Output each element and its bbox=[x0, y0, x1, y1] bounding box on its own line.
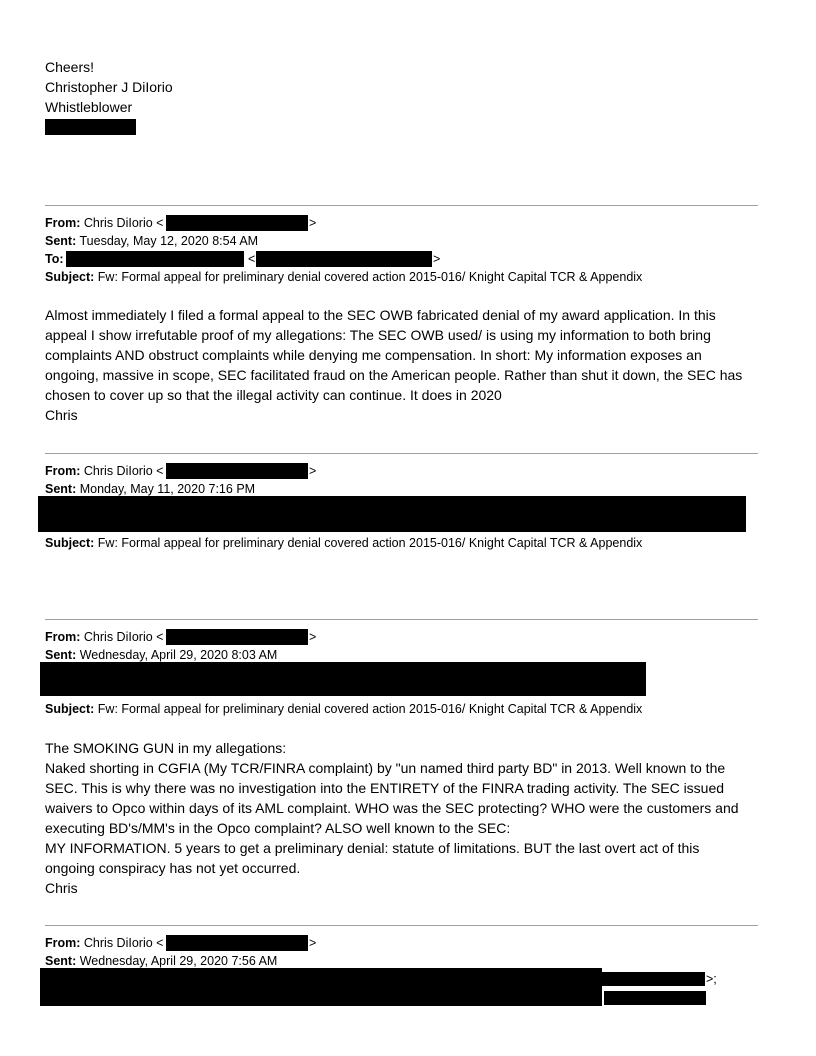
sent-label: Sent: bbox=[45, 482, 77, 496]
body-line: Chris bbox=[45, 880, 78, 896]
email-subject-line bbox=[45, 534, 642, 552]
signature-closing: Cheers! bbox=[45, 59, 95, 75]
redaction-block bbox=[66, 251, 244, 267]
email-divider bbox=[45, 453, 758, 454]
to-gt: > bbox=[433, 252, 441, 266]
to-label: To: bbox=[45, 252, 64, 266]
body-line: SEC. This is why there was no investigation into the ENTIRETY of the FINRA trading activity. The SEC issued bbox=[45, 780, 725, 796]
sent-label: Sent: bbox=[45, 954, 77, 968]
subject-label: Subject: bbox=[45, 702, 95, 716]
email-subject-line bbox=[45, 700, 642, 718]
from-close: > bbox=[309, 464, 317, 478]
body-line: complaints AND obstruct complaints while denying me compensation. In short: My information exposes an bbox=[45, 347, 702, 363]
sent-label: Sent: bbox=[45, 648, 77, 662]
from-value: Chris DiIorio < bbox=[83, 630, 164, 644]
body-line: Almost immediately I filed a formal appeal to the SEC OWB fabricated denial of my award application. In this bbox=[45, 307, 716, 323]
from-label: From: bbox=[45, 630, 81, 644]
email-from-line bbox=[45, 462, 163, 480]
subject-label: Subject: bbox=[45, 270, 95, 284]
from-close: > bbox=[309, 216, 317, 230]
redaction-block bbox=[40, 968, 602, 1006]
sent-value: Tuesday, May 12, 2020 8:54 AM bbox=[79, 234, 259, 248]
sent-value: Monday, May 11, 2020 7:16 PM bbox=[79, 482, 256, 496]
subject-value: Fw: Formal appeal for preliminary denial covered action 2015-016/ Knight Capital TCR & Appendix bbox=[97, 702, 643, 716]
sent-value: Wednesday, April 29, 2020 7:56 AM bbox=[79, 954, 278, 968]
body-line: Naked shorting in CGFIA (My TCR/FINRA complaint) by "un named third party BD" in 2013. Well known to the bbox=[45, 760, 726, 776]
to-lt: < bbox=[248, 252, 256, 266]
redaction-block bbox=[166, 935, 308, 951]
from-value: Chris DiIorio < bbox=[83, 464, 164, 478]
redaction-block bbox=[166, 463, 308, 479]
email-divider bbox=[45, 205, 758, 206]
body-line: waivers to Opco within days of its AML complaint. WHO was the SEC protecting? WHO were the customers and bbox=[45, 800, 739, 816]
redaction-block bbox=[602, 972, 705, 986]
from-label: From: bbox=[45, 936, 81, 950]
redaction-block bbox=[256, 251, 432, 267]
signature-role: Whistleblower bbox=[45, 99, 133, 115]
body-line: executing BD's/MM's in the Opco complaint? ALSO well known to the SEC: bbox=[45, 820, 511, 836]
subject-label: Subject: bbox=[45, 536, 95, 550]
email-body bbox=[45, 305, 765, 425]
email-divider bbox=[45, 619, 758, 620]
subject-value: Fw: Formal appeal for preliminary denial covered action 2015-016/ Knight Capital TCR & Appendix bbox=[97, 536, 643, 550]
recipient-trailing: >; bbox=[706, 972, 717, 986]
email-divider bbox=[45, 925, 758, 926]
signature-name: Christopher J DiIorio bbox=[45, 79, 173, 95]
redaction-block bbox=[40, 662, 646, 696]
body-line: chosen to cover up so that the illegal activity can continue. It does in 2020 bbox=[45, 387, 502, 403]
redaction-block bbox=[166, 629, 308, 645]
body-line: ongoing conspiracy has not yet occurred. bbox=[45, 860, 301, 876]
redaction-block bbox=[604, 991, 706, 1005]
body-line: ongoing, massive in scope, SEC facilitated fraud on the American people. Rather than shut it down, the SEC has bbox=[45, 367, 743, 383]
email-sent-line bbox=[45, 232, 258, 250]
from-close: > bbox=[309, 936, 317, 950]
body-line: appeal I show irrefutable proof of my allegations: The SEC OWB used/ is using my information to both bring bbox=[45, 327, 711, 343]
from-close: > bbox=[309, 630, 317, 644]
body-line: The SMOKING GUN in my allegations: bbox=[45, 740, 287, 756]
email-to-line bbox=[45, 250, 64, 268]
email-body bbox=[45, 738, 765, 898]
body-line: Chris bbox=[45, 407, 78, 423]
sent-label: Sent: bbox=[45, 234, 77, 248]
body-line: MY INFORMATION. 5 years to get a preliminary denial: statute of limitations. BUT the last overt act of this bbox=[45, 840, 700, 856]
from-label: From: bbox=[45, 216, 81, 230]
email-from-line bbox=[45, 214, 163, 232]
email-subject-line bbox=[45, 268, 642, 286]
sent-value: Wednesday, April 29, 2020 8:03 AM bbox=[79, 648, 278, 662]
subject-value: Fw: Formal appeal for preliminary denial covered action 2015-016/ Knight Capital TCR & Appendix bbox=[97, 270, 643, 284]
from-value: Chris DiIorio < bbox=[83, 216, 164, 230]
redaction-block bbox=[38, 496, 746, 532]
redaction-block bbox=[166, 215, 308, 231]
email-from-line bbox=[45, 628, 163, 646]
from-value: Chris DiIorio < bbox=[83, 936, 164, 950]
email-from-line bbox=[45, 934, 163, 952]
redaction-block bbox=[45, 119, 136, 135]
from-label: From: bbox=[45, 464, 81, 478]
